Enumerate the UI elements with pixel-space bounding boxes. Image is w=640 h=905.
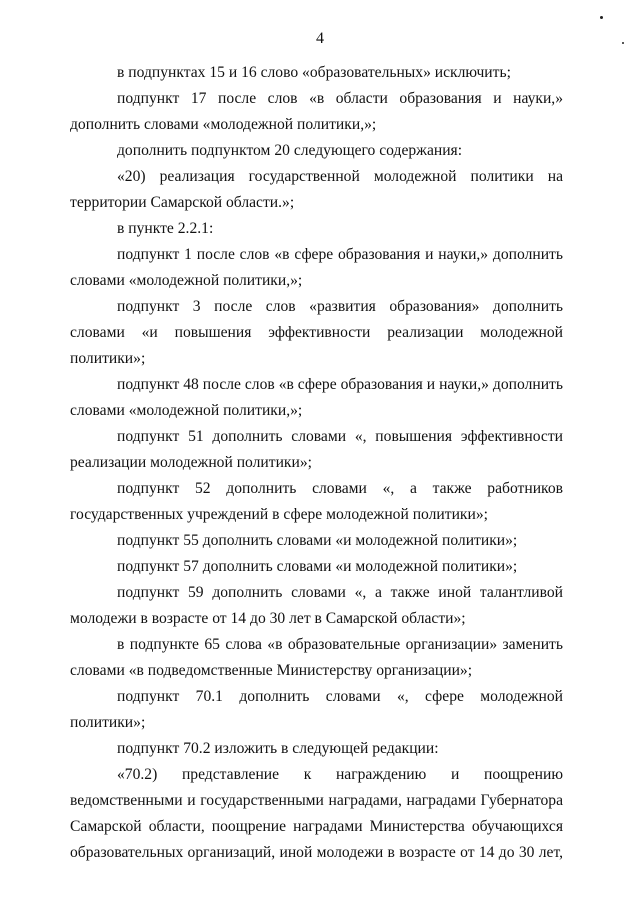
paragraph: подпункт 1 после слов «в сфере образования и науки,» дополнить словами «молодежной политики,»;	[70, 246, 563, 289]
paragraph: в подпунктах 15 и 16 слово «образовательных» исключить;	[117, 64, 511, 81]
paragraph: подпункт 17 после слов «в области образования и науки,» дополнить словами «молодежной политики,»;	[70, 90, 563, 133]
paragraph: «20) реализация государственной молодежной политики на территории Самарской области.»;	[70, 168, 563, 211]
paragraph: подпункт 70.1 дополнить словами «, сфере молодежной политики»;	[70, 688, 563, 731]
paragraph: «70.2) представление к награждению и поощрению ведомственными и государственными наградами, наградами Губернатора Самарской области, поощрение наградами Министерства обучающихся образовательных организаций, иной молодежи в возрасте от 14 до 30 лет,	[70, 766, 563, 861]
paragraph: подпункт 59 дополнить словами «, а также иной талантливой молодежи в возрасте от 14 до 30 лет в Самарской области»;	[70, 584, 563, 627]
paragraph: подпункт 57 дополнить словами «и молодежной политики»;	[117, 558, 518, 575]
paragraph: подпункт 51 дополнить словами «, повышения эффективности реализации молодежной политики»;	[70, 428, 563, 471]
page-number: 4	[316, 30, 324, 47]
scan-speck	[600, 16, 603, 19]
paragraph: подпункт 52 дополнить словами «, а также работников государственных учреждений в сфере молодежной политики»;	[70, 480, 563, 523]
paragraph: подпункт 3 после слов «развития образования» дополнить словами «и повышения эффективности реализации молодежной политики»;	[70, 298, 563, 367]
paragraph: подпункт 55 дополнить словами «и молодежной политики»;	[117, 532, 518, 549]
paragraph: подпункт 70.2 изложить в следующей редакции:	[117, 740, 439, 757]
paragraph: дополнить подпунктом 20 следующего содержания:	[117, 142, 463, 159]
document-body	[70, 60, 563, 866]
paragraph: подпункт 48 после слов «в сфере образования и науки,» дополнить словами «молодежной политики,»;	[70, 376, 563, 419]
paragraph: в пункте 2.2.1:	[117, 220, 214, 237]
paragraph: в подпункте 65 слова «в образовательные организации» заменить словами «в подведомственные Министерству организации»;	[70, 636, 563, 679]
